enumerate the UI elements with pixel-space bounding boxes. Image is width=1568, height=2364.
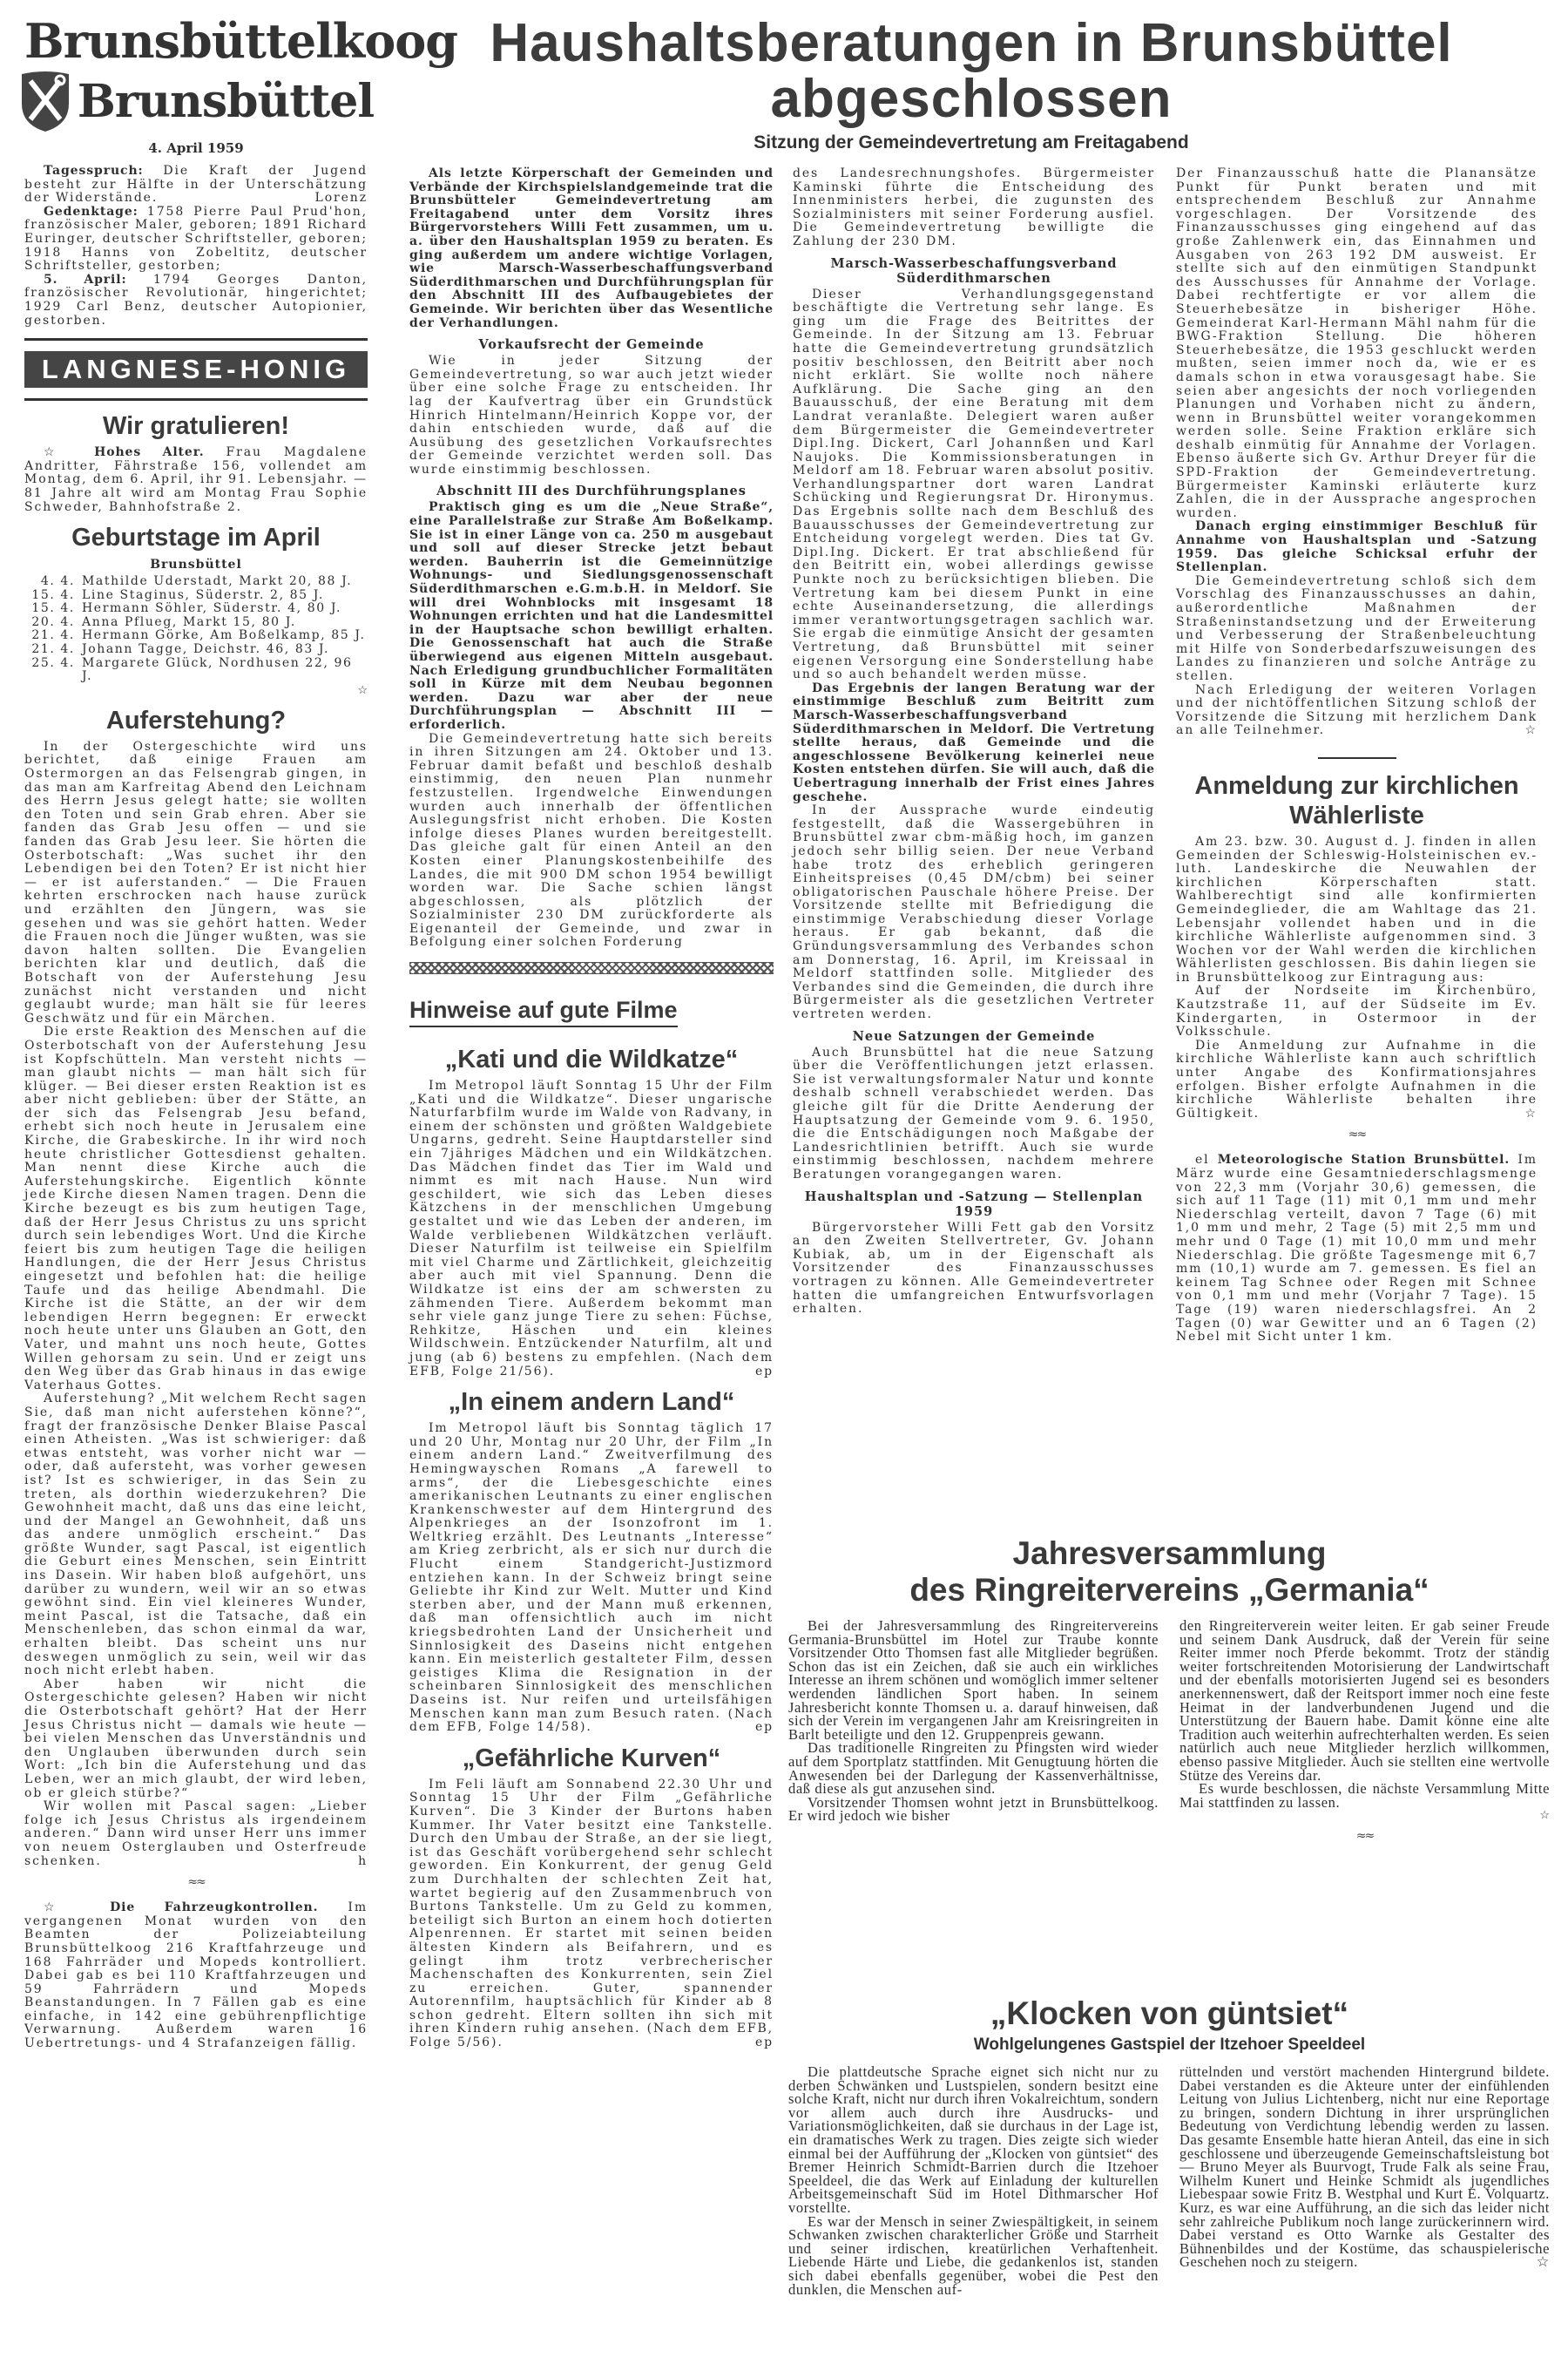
paragraph xyxy=(1176,985,1538,1039)
birthday-entry: Mathilde Uderstadt, Markt 20, 88 J. xyxy=(82,574,353,589)
paragraph-text: rüttelnden und verstört machenden Hintergrund bildete. Dabei verstanden es die Akteure unter der einfühlenden Leitung von Julius Lichtenberg, nicht nur eine Reportage zu bringen, sondern Dichtung in ihrer ursprünglichen Bedeutung von Verdichtung lebendig werden zu lassen. Das gesamte Ensemble hatte hieran Anteil, das eine in sich geschlossene und überzeugende Gemeinschaftsleistung bot — Bruno Meyer als Buurvogt, Trude Falk als seine Frau, Wilhelm Kunert und Heinke Schmidt als jugendliches Liebespaar sowie Fritz B. Westphal und Kurt E. Volquartz. Kurz, es war eine Aufführung, an die sich das leider nicht sehr zahlreiche Publikum noch lange zurückerinnern wird. Dabei verstand es Otto Warnke als Gestalter des Bühnenbildes und der Kostüme, das schauspielerische Geschehen noch zu steigern. xyxy=(1179,2063,1550,2271)
paragraph-lead: Meteorologische Station Brunsbüttel. xyxy=(1217,1153,1511,1168)
section-heading: „Gefährliche Kurven“ xyxy=(462,1744,721,1772)
klocken-right-column xyxy=(1179,2065,1550,2296)
klocken-left-column xyxy=(788,2065,1159,2296)
paragraph-text: Die plattdeutsche Sprache eignet sich nicht nur zu derben Schwänken und Lustspielen, sondern besitzt eine solche Kraft, nicht nur durch ihren Vokalreichtum, sondern vor allem auch durch ihre Ausdrucks- und Variationsmöglichkeiten, daß sie durchaus in der Lage ist, ein dramatisches Werk zu tragen. Dies zeigte sich wieder einmal bei der Aufführung der „Klocken von güntsiet“ des Bremer Heinrich Schmidt-Barrien durch die Itzehoer Speeldeel, die das Werk auf Einladung der kulturellen Arbeitsgemeinschaft Süd im Hotel Dithmarscher Hof vorstellte. xyxy=(788,2063,1159,2216)
author-sign: h xyxy=(358,1853,368,1868)
paragraph xyxy=(1176,520,1538,574)
paragraph-text: Am 23. bzw. 30. August d. J. finden in allen Gemeinden der Schleswig-Holsteinischen ev.-luth. Landeskirche die Neuwahlen der kirchlichen Körperschaften statt. Wahlberechtigt sind alle konfirmierten Gemeindeglieder, die am Wahltage das 21. Lebensjahr vollendet haben und in die kirchliche Wählerliste aufgenommen sind. 3 Wochen vor der Wahl werden die kirchlichen Wählerlisten geschlossen. Bis dahin liegen sie in Brunsbüttelkoog zur Eintragung aus: xyxy=(1176,834,1538,985)
birthday-list xyxy=(24,575,368,684)
star-icon: ☆ xyxy=(44,1900,111,1915)
paragraph-text: Frau Magdalene Andritter, Fährstraße 156, vollendet am Montag, dem 6. April, ihr 91. Lebensjahr. — 81 Jahre alt wird am Montag Frau Sophie Schweder, Bahnhofstraße 2. xyxy=(24,445,368,514)
sub-heading: Vorkaufsrecht der Gemeinde xyxy=(478,337,705,353)
paragraph-text: Dieser Verhandlungsgegenstand beschäftigte die Vertretung sehr lange. Es ging um die Frage des Beitrittes der Gemeinde. In der Sitzung am 13. Februar hatte die Gemeindevertretung grundsätzlich positiv beschlossen, den Beitritt aber noch nicht erklärt. Sie wollte noch nähere Aufklärung. Die Sache ging an den Bauausschuß, der eine Beratung mit dem Landrat veranlaßte. Delegiert waren außer dem Bürgermeister die Gemeindevertreter Dipl.Ing. Dickert, Carl Johannßen und Karl Naujoks. Die Kommissionsberatungen in Meldorf am 18. Februar waren absolut positiv. Verhandlungspartner dort waren Landrat Schücking und Regierungsrat Dr. Hironymus. Das Ergebnis sollte nach dem Beschluß des Bauausschusses der Gemeindevertretung zur Entcheidung vorgelegt werden. Dies tat Gv. Dipl.Ing. Dickert. Er trat abschließend für den Beitritt ein, wobei allerdings gewisse Punkte noch zu berücksichtigen blieben. Die Vertretung kam bei diesem Punkt in eine echte Auseinandersetzung, die allerdings immer verantwortungsgetragen sachlich war. Sie ergab die einmütige Ansicht der gesamten Vertretung, daß Brunsbüttel mit seiner eigenen Versorgung eine Sonderstellung habe und so auch behandelt werden müsse. xyxy=(793,287,1155,682)
paragraph-lead: Die Fahrzeugkontrollen. xyxy=(110,1900,319,1915)
list-item xyxy=(24,657,368,684)
paragraph xyxy=(793,1222,1155,1317)
paragraph xyxy=(24,1026,368,1392)
section-heading: „Kati und die Wildkatze“ xyxy=(444,1046,739,1074)
paragraph xyxy=(793,167,1155,249)
list-item xyxy=(24,575,368,589)
author-sign: Lorenz xyxy=(314,191,368,206)
paragraph xyxy=(793,682,1155,804)
sub-heading: Brunsbüttel xyxy=(150,558,242,572)
paragraph-text: Im vergangenen Monat wurden von den Beamten der Polizeiabteilung Brunsbüttelkoog 216 Kraftfahrzeuge und 168 Fahrräder und Mopeds kontrolliert. Dabei gab es bei 110 Kraftfahrzeugen und 59 Fahrrädern und Mopeds Beanstandungen. In 7 Fällen gab es eine einfache, in 142 eine gebührenpflichtige Verwarnung. Außerdem waren 16 Uebertretungs- und 4 Strafanzeigen fällig. xyxy=(24,1900,368,2051)
paragraph xyxy=(788,2065,1159,2215)
paragraph-text: Danach erging einstimmiger Beschluß für Annahme von Haushaltsplan und -Satzung 1959. Das gleiche Schicksal erfuhr der Stellenplan. xyxy=(1176,519,1538,575)
paragraph-text: In der Aussprache wurde eindeutig festgestellt, daß die Wassergebühren in Brunsbüttel zwar cbm-mäßig hoch, im ganzen jedoch sehr billig seien. Der neue Verband habe trotz des erheblich geringeren Einheitspreises (0,45 DM/cbm) bei seiner obligatorischen Pauschale höhere Preise. Der Vorsitzende stellte mit Befriedigung die einstimmige Verabschiedung dieser Vorlage heraus. Er gab bekannt, daß die Gründungsversammlung des Verbandes schon am Donnerstag, 16. April, im Kreissaal in Meldorf stattfinden solle. Mitglieder des Verbandes sind die Gemeinden, die durch ihre Bürgermeister als die gesetzlichen Vertreter vertreten werden. xyxy=(793,803,1155,1022)
germania-title-line-2: des Ringreitervereins „Germania“ xyxy=(909,1572,1429,1608)
birthday-entry: Anna Pflueg, Markt 15, 80 J. xyxy=(82,614,296,629)
paragraph-text: Die Gemeindevertretung hatte sich bereits in ihren Sitzungen am 24. Oktober und 13. Februar damit befaßt und beschloß deshalb einstimmig, den neuen Plan nunmehr festzustellen. Irgendwelche Einwendungen wurden auch innerhalb der öffentlichen Auslegungsfrist nicht erhoben. Die Kosten infolge dieses Planes wurden bereitgestellt. Das gleiche galt für einen Anteil an den Kosten einer Planungskostenbeihilfe des Landes, die mit 900 DM schon 1954 bewilligt worden war. Die Sache schien längst abgeschlossen, als plötzlich der Sozialminister 230 DM zurückforderte als Eigenanteil der Gemeinde, und zwar in Befolgung einer solchen Forderung xyxy=(409,731,774,950)
paragraph xyxy=(788,1739,1159,1798)
issue-date: 4. April 1959 xyxy=(148,140,244,156)
wave-ornament-icon: ≈≈ xyxy=(1355,1829,1374,1844)
paragraph-lead: Hohes Alter. xyxy=(94,445,205,460)
paragraph xyxy=(409,1778,774,2050)
paragraph xyxy=(409,1422,774,1735)
paragraph-text: Wir wollen mit Pascal sagen: „Lieber folge ich Jesus Christus als irgendeinem anderen.“ Dann wird unser Herr uns immer von neuem Osterglauben und Osterfreude schenken. xyxy=(24,1799,368,1868)
coat-of-arms-icon xyxy=(18,69,72,133)
headline-line-1: Haushaltsberatungen in Brunsbüttel xyxy=(490,13,1453,73)
paragraph xyxy=(24,274,368,328)
paragraph xyxy=(24,206,368,274)
birthday-date: 15. 4. xyxy=(31,601,75,616)
wave-ornament-icon: ≈≈ xyxy=(1348,1128,1366,1142)
column-3 xyxy=(793,167,1155,1505)
author-sign: ☆ xyxy=(1536,2253,1550,2271)
paragraph-text: Im März wurde eine Gesamtniederschlagsmenge von 22,3 mm (Vorjahr 30,6) gemessen, die sich auf 11 Tage (11) mit 0,1 mm und mehr Niederschlag verteilt, davon 7 Tage (6) mit 1,0 mm und mehr, 2 Tage (5) mit 2,5 mm und mehr und 0 Tage (1) mit 10,0 mm und mehr Niederschlag. Die größte Tagesmenge mit 6,7 mm (10,1) wurde am 7. gemessen. Es fiel an keinem Tag Schnee oder Regen mit Schnee von 0,1 mm und mehr (Vorjahr 7 Tage). 15 Tage (19) waren niederschlagsfrei. An 2 Tagen (0) war Gewitter und an 6 Tagen (2) Nebel mit Sicht unter 1 km. xyxy=(1176,1153,1538,1345)
paragraph xyxy=(788,2212,1159,2298)
sub-heading: Neue Satzungen der Gemeinde xyxy=(852,1028,1096,1044)
paragraph xyxy=(24,165,368,206)
author-sign: ☆ xyxy=(1524,723,1538,738)
paragraph-text: Das Ergebnis der langen Beratung war der einstimmige Beschluß zum Beitritt zum Marsch-Wasserbeschaffungsverband Süderdithmarschen in Meldorf. Die Vertretung stellte heraus, daß Gemeinde und die angeschlossene Bevölkerung keinerlei neue Kosten entstehen dürfen. Sie will auch, daß die Uebertragung innerhalb der Frist eines Jahres geschehe. xyxy=(793,681,1155,804)
main-headline xyxy=(375,13,1568,153)
paragraph-text: Der Finanzausschuß hatte die Planansätze Punkt für Punkt beraten und mit entsprechendem Beschluß zur Annahme vorgeschlagen. Der Vorsitzende des Finanzausschusses ging eingehend auf das große Zahlenwerk ein, das Einnahmen und Ausgaben von 263 192 DM ausweist. Er stellte sich auf den einmütigen Standpunkt des Ausschusses für Annahme der Vorlage. Dabei rechtfertigte er vor allem die Steuerhebesätze in bisheriger Höhe. Gemeinderat Karl-Hermann Mähl nahm für die BWG-Fraktion Stellung. Die höheren Steuerhebesätze, die 1953 geschluckt werden mußten, seien immer noch da, wie er es damals schon in etwa vorausgesagt habe. Sie seien aber angesichts der noch vorliegenden Planungen und Vorhaben nicht zu ändern, wenn in Brunsbüttel weiter vorangekommen werden solle. Seine Fraktion erkläre sich deshalb einmütig für Annahme der Vorlagen. Ebenso äußerte sich Gv. Arthur Dreyer für die SPD-Fraktion der Gemeindevertretung. Bürgermeister Kaminski erläuterte kurz Zahlen, die in der Aussprache angesprochen wurden. xyxy=(1176,166,1538,520)
paragraph xyxy=(1176,575,1538,684)
col2-content xyxy=(409,167,774,2050)
paragraph xyxy=(409,1080,774,1378)
paragraph xyxy=(409,501,774,732)
paragraph-text: Die Gemeindevertretung schloß sich dem Vorschlag des Finanzausschusses an dahin, außerordentliche Maßnahmen der Straßeninstandsetzung und der Erweiterung und Verbesserung der Straßenbeleuchtung mit Hilfe von Sonderbedarfszuweisungen des Landes zu finanzieren und solche Anträge zu stellen. xyxy=(1176,573,1538,683)
klocken-subtitle: Wohlgelungenes Gastspiel der Itzehoer Speeldeel xyxy=(973,2035,1366,2054)
paragraph-text: Das traditionelle Ringreiten zu Pfingsten wird wieder auf dem Sportplatz stattfinden. Mit Genugtuung hörten die Anwesenden bei der Darlegung der Kassenverhältnisse, daß diese als gut anzusehen sind. xyxy=(788,1739,1159,1798)
author-sign: ep xyxy=(754,1720,774,1735)
paragraph xyxy=(1179,2065,1550,2269)
paragraph xyxy=(24,741,368,1026)
paragraph xyxy=(409,167,774,330)
article-klocken xyxy=(788,1995,1551,2361)
paragraph xyxy=(24,446,368,514)
divider xyxy=(1318,757,1396,759)
paragraph-text: Vorsitzender Thomsen wohnt jetzt in Brunsbüttelkoog. Er wird jedoch wie bisher xyxy=(788,1793,1159,1825)
author-sign: ep xyxy=(754,2035,774,2050)
paragraph-text: den Ringreiterverein weiter leiten. Er gab seiner Freude und seinem Dank Ausdruck, daß der Verein für seine Reiter immer noch Pferde bekommt. Trotz der ständig weiter fortschreitenden Motorisierung der Landwirtschaft und der ebenfalls motorisierten Jugend sei es besonders anerkennenswert, daß der Reitsport immer noch eine feste Heimat in der landverbundenen Jugend und die Unterstützung der Bauern habe. Damit könne eine alte Tradition auch weiterhin aufrechterhalten werden. Es seien natürlich auch neue Mitglieder herzlich willkommen, ebenso passive Mitglieder. Auch sie stellten eine wertvolle Stütze des Vereins dar. xyxy=(1179,1617,1550,1784)
author-sign: ☆ xyxy=(1524,1106,1538,1121)
paragraph xyxy=(24,1392,368,1677)
birthday-entry: Line Staginus, Süderstr. 2, 85 J. xyxy=(82,587,324,602)
paragraph-lead: 5. April: xyxy=(44,272,127,287)
birthday-entry: Margarete Glück, Nordhusen 22, 96 J. xyxy=(82,655,353,684)
paragraph-text: Nach Erledigung der weiteren Vorlagen und der nichtöffentlichen Sitzung schloß der Vorsitzende die Sitzung mit herzlichem Dank an alle Teilnehmer. xyxy=(1176,682,1538,738)
birthday-date: 21. 4. xyxy=(31,628,75,643)
divider xyxy=(24,398,368,401)
column-4 xyxy=(1176,167,1538,1514)
list-item xyxy=(24,643,368,657)
paragraph-text: Es wurde beschlossen, die nächste Versammlung Mitte Mai stattfinden zu lassen. xyxy=(1179,1780,1550,1811)
paragraph-text: Auferstehung? „Mit welchem Recht sagen Sie, daß man nicht auferstehen könne?“, fragt der französische Denker Blaise Pascal einen Atheisten. „Was ist schwieriger: daß etwas entsteht, was vorher nicht war — oder, daß aufersteht, was vorher gewesen ist? Ist es schwieriger, in das Sein zu treten, als dorthin wiederzukehren? Die Gewohnheit macht, daß uns das eine leicht, und der Mangel an Gewohnheit, daß uns das andere unmöglich erscheint.“ Das größte Wunder, sagt Pascal, ist eigentlich die Geburt eines Menschen, sein Eintritt ins Dasein. Wir haben bloß aufgehört, uns darüber zu wundern, weil wir an so etwas gewöhnt sind. Ein viel kleineres Wunder, meint Pascal, ist die Tatsache, daß ein Menschenleben, das schon einmal da war, erhalten bleibt. Das scheint uns nur deswegen unmöglich zu sein, weil wir das noch nicht erlebt haben. xyxy=(24,1392,368,1678)
paragraph-lead: Tagesspruch: xyxy=(44,164,144,178)
masthead-title-brunsbuettelkoog: Brunsbüttelkoog xyxy=(24,13,457,69)
klocken-title: „Klocken von güntsiet“ xyxy=(990,1995,1349,2031)
section-heading: Auferstehung? xyxy=(105,706,287,735)
col3-content xyxy=(793,167,1155,1317)
divider xyxy=(24,338,368,341)
article-germania xyxy=(788,1535,1551,1980)
left-column xyxy=(24,13,457,2357)
paragraph-text: Im Metropol läuft bis Sonntag täglich 17 und 20 Uhr, Montag nur 20 Uhr, der Film „In einem andern Land.“ Zweitverfilmung des Hemingwayschen Romans „A farewell to arms“, der die Liebesgeschichte eines amerikanischen Leutnants zu einer englischen Krankenschwester auf dem Hintergrund des Alpenkrieges an der Isonzofront im 1. Weltkrieg erzählt. Des Leutnants „Interesse“ am Krieg zerbricht, als er sich nur durch die Flucht einem Standgericht-Justizmord entziehen kann. In der Schweiz bringt seine Geliebte ihr Kind zur Welt. Mutter und Kind sterben aber, und der Mann muß erkennen, daß man offensichtlich auch im nicht kriegsbedrohten Land der Unsicherheit und Sinnlosigkeit des Daseins nicht entgehen kann. Ein meisterlich gestalteter Film, dessen geistiges Klima die Resignation in der scheinbaren Sinnlosigkeit des menschlichen Daseins ist. Nur reifen und urteilsfähigen Menschen kann man zum Besuch raten. (Nach dem EFB, Folge 14/58). xyxy=(409,1421,774,1735)
paragraph xyxy=(793,288,1155,682)
paragraph-text: Es war der Mensch in seiner Zwiespältigkeit, in seinem Schwanken zwischen charakterlicher Größe und Starrheit und seiner irdischen, kreatürlichen Verhaftenheit. Liebende Härte und Liebe, die gedankenlos ist, standen sich dabei ebenfalls gegenüber, wobei die Pest den dunklen, die Menschen auf- xyxy=(788,2212,1159,2298)
birthday-entry: Johann Tagge, Deichstr. 46, 83 J. xyxy=(82,642,330,657)
section-heading: Anmeldung zur kirchlichen Wählerliste xyxy=(1194,771,1519,830)
paragraph xyxy=(793,804,1155,1022)
section-heading: Geburtstage im April xyxy=(71,524,321,552)
paragraph-text: 1794 Georges Danton, französischer Revolutionär, hingerichtet; 1929 Carl Benz, deutscher Autopionier, gestorben. xyxy=(24,272,368,328)
paragraph-text: Bürgervorsteher Willi Fett gab den Vorsitz an den Zweiten Stellvertreter, Gv. Johann Kubiak, ab, um in der Eigenschaft als Vorsitzender des Finanzausschusses vortragen zu können. Alle Gemeindevertreter hatten die umfangreichen Entwurfsvorlagen erhalten. xyxy=(793,1220,1155,1317)
section-heading: „In einem andern Land“ xyxy=(448,1388,735,1417)
paragraph xyxy=(1179,1782,1550,1809)
paragraph-text: Auch Brunsbüttel hat die neue Satzung über die Veröffentlichungen jetzt erlassen. Sie ist verwaltungsformaler Natur und konnte deshalb schnell verabschiedet werden. Das gleiche gilt für die Dritte Aenderung der Hauptsatzung der Gemeinde vom 9. 6. 1950, die die Entschädigungen noch Maßgabe der Landesrichtlinien betrifft. Auch sie wurde einstimmig beschlossen, nachdem mehrere Beratungen vorangegangen waren. xyxy=(793,1045,1155,1182)
star-icon: ☆ xyxy=(44,445,95,460)
paragraph-lead: Gedenktage: xyxy=(44,204,139,219)
paragraph xyxy=(1179,1619,1550,1782)
paragraph-text: Im Metropol läuft Sonntag 15 Uhr der Film „Kati und die Wildkatze“. Dieser ungarische Naturfarbfilm wurde im Walde von Radvany, in einem der schönsten und größten Waldgebiete Ungarns, gedreht. Seine Hauptdarsteller sind ein 7jähriges Mädchen und ein Wildkätzchen. Das Mädchen findet das Tier im Wald und nimmt es mit nach Hause. Nun wird geschildert, wie sich das Leben dieses Kätzchens in der menschlichen Umgebung gestaltet und wie das Leben der anderen, im Walde verbliebenen Wildkätzchen verläuft. Dieser Naturfilm ist teilweise ein Spielfilm mit viel Charme und Zärtlichkeit, gleichzeitig aber auch mit viel Spannung. Denn die Wildkatze ist eins der am schwersten zu zähmenden Tiere. Außerdem bekommt man sehr viele ganz junge Tiere zu sehen: Füchse, Rehkitze, Häschen und ein kleines Wildschwein. Entzückender Naturfilm, alt und jung (ab 6) bestens zu empfehlen. (Nach dem EFB, Folge 21/56). xyxy=(409,1079,774,1378)
paragraph-text: Als letzte Körperschaft der Gemeinden und Verbände der Kirchspielslandgemeinde trat die Brunsbütteler Gemeindevertretung am Freitagabend unter dem Vorsitz ihres Bürgervorstehers Willi Fett zusammen, um u. a. über den Haushaltsplan 1959 zu beraten. Es ging außerdem um andere wichtige Vorlagen, wie Marsch-Wasserbeschaffungsverband Süderdithmarschen und Durchführungsplan für den Abschnitt III des Aufbaugebietes der Gemeinde. Wir berichten über das Wesentliche der Verhandlungen. xyxy=(409,166,774,330)
paragraph xyxy=(409,355,774,477)
birthday-entry: Hermann Görke, Am Boßelkamp, 85 J. xyxy=(82,628,366,643)
masthead-title-brunsbuettel: Brunsbüttel xyxy=(77,74,375,128)
paragraph xyxy=(1176,836,1538,986)
paragraph xyxy=(1176,167,1538,520)
paragraph-prefix: el xyxy=(1195,1153,1218,1168)
list-item xyxy=(24,589,368,603)
list-item xyxy=(24,616,368,630)
birthday-date: 15. 4. xyxy=(31,587,75,602)
germania-right-column xyxy=(1179,1619,1550,1855)
germania-left-column xyxy=(788,1619,1159,1855)
star-icon: ☆ xyxy=(357,683,368,697)
birthday-date: 4. 4. xyxy=(40,574,75,589)
paragraph xyxy=(409,733,774,951)
birthday-date: 25. 4. xyxy=(31,655,75,670)
birthday-date: 21. 4. xyxy=(31,642,75,657)
section-heading: Wir gratulieren! xyxy=(102,412,290,441)
germania-title-line-1: Jahresversammlung xyxy=(1012,1535,1327,1571)
paragraph-text: In der Ostergeschichte wird uns berichtet, daß einige Frauen am Ostermorgen an das Felsengrab gingen, in das man am Karfreitag Abend den Leichnam des Herrn Jesus gelegt hatte; sie wollten den Toten und sein Grab ehren. Aber sie fanden das Grab Jesu offen — und sie fanden das Grab Jesu leer. Sie hörten die Osterbotschaft: „Was suchet ihr den Lebendigen bei den Toten? Er ist nicht hier — er ist auferstanden.“ — Die Frauen kehrten erschrocken nach hause zurück und erzählten den Jüngern, was sie gesehen und was sie gehört hatten. Weder die Frauen noch die Jünger wußten, was sie davon halten sollten. Die Evangelien berichten klar und deutlich, daß die Botschaft von der Auferstehung Jesu zunächst nicht verstanden und nicht geglaubt wurde; man hält sie für leeres Geschwätz und für ein Märchen. xyxy=(24,739,368,1026)
paragraph xyxy=(24,1901,368,2051)
paragraph-text: des Landesrechnungshofes. Bürgermeister Kaminski führte die Entscheidung des Innenministers herbei, die zugunsten des Sozialministers mit seiner Forderung ausfiel. Die Gemeindevertretung bewilligte die Zahlung der 230 DM. xyxy=(793,166,1155,248)
paragraph-text: Praktisch ging es um die „Neue Straße“, eine Parallelstraße zur Straße Am Boßelkamp. Sie ist in einer Länge von ca. 250 m ausgebaut und soll auf dieser Strecke jetzt bebaut werden. Bauherrin ist die Gemeinnützige Wohnungs- und Siedlungsgenossenschaft Süderdithmarschen e.G.m.b.H. in Meldorf. Sie will drei Wohnblocks mit insgesamt 18 Wohnungen errichten und hat die Landesmittel in der Hauptsache schon bewilligt erhalten. Die Genossenschaft hat auch die Straße überwiegend aus eigenen Mitteln ausgebaut. Nach Erledigung grundbuchlicher Formalitäten soll in Kürze mit dem Neubau begonnen werden. Dazu war aber der neue Durchführungsplan — Abschnitt III — erforderlich. xyxy=(409,500,774,732)
paragraph-text: Bei der Jahresversammlung des Ringreitervereins Germania-Brunsbüttel im Hotel zur Traube konnte Vorsitzender Otto Thomsen fast alle Mitglieder begrüßen. Schon das ist ein Zeichen, daß sie auch ein wirkliches Interesse an ihrem schönen und womöglich immer seltener werdenden ländlichen Sport haben. In seinem Jahresbericht konnte Thomsen u. a. darauf hinweisen, daß sich der Verein im vergangenen Jahr am Kreisringreiten in Barlt beteiligte und den 12. Gruppenpreis gewann. xyxy=(788,1617,1159,1743)
paragraph xyxy=(788,1793,1159,1825)
masthead-logo xyxy=(24,13,457,133)
paragraph-text: Wie in jeder Sitzung der Gemeindevertretung, so war auch jetzt wieder über eine solche Frage zu entscheiden. Ihr lag der Kaufvertrag über ein Grundstück Hinrich Hintelmann/Heinrich Koppe vor, der dahin entschieden wurde, daß auf die Ausübung des gesetzlichen Vorkaufsrechtes der Gemeinde verzichtet werden soll. Das wurde einstimmig beschlossen. xyxy=(409,354,774,477)
birthday-date: 20. 4. xyxy=(31,614,75,629)
col4-content xyxy=(1176,167,1538,1345)
paragraph xyxy=(1176,1154,1538,1344)
headline-line-2: abgeschlossen xyxy=(770,69,1173,129)
list-item xyxy=(24,602,368,616)
birthday-entry: Hermann Söhler, Süderstr. 4, 80 J. xyxy=(82,601,342,616)
col1-content xyxy=(24,140,368,2051)
list-item xyxy=(24,629,368,643)
advertisement-banner: LANGNESE-HONIG xyxy=(24,351,368,388)
paragraph xyxy=(793,1047,1155,1182)
wave-ornament-icon: ≈≈ xyxy=(187,1875,205,1890)
paragraph xyxy=(24,1800,368,1868)
sub-heading: Marsch-Wasserbeschaffungsverband Süderdithmarschen xyxy=(830,255,1118,286)
paragraph-text: Die Anmeldung zur Aufnahme in die kirchliche Wählerliste kann auch schriftlich unter Angabe des Konfirmationsjahres erfolgen. Bisher erfolgte Aufnahmen in die kirchliche Wählerliste behalten ihre Gültigkeit. xyxy=(1176,1038,1538,1121)
paragraph-text: Die Kraft der Jugend besteht zur Hälfte in der Unterschätzung der Widerstände. xyxy=(24,164,368,206)
headline-subtitle: Sitzung der Gemeindevertretung am Freitagabend xyxy=(754,132,1189,152)
paragraph xyxy=(24,1678,368,1800)
sub-heading: Abschnitt III des Durchführungsplanes xyxy=(436,484,747,499)
star-icon: ☆ xyxy=(1539,1809,1550,1823)
rubric-heading: Hinweise auf gute Filme xyxy=(409,997,678,1027)
paragraph-text: 1758 Pierre Paul Prud'hon, französischer Maler, geboren; 1891 Richard Euringer, deutscher Schriftsteller, geboren; 1918 Hanns von Zobeltitz, deutscher Schriftsteller, gestorben; xyxy=(24,204,368,274)
author-sign: ep xyxy=(754,1364,774,1378)
paragraph-text: Im Feli läuft am Sonnabend 22.30 Uhr und Sonntag 15 Uhr der Film „Gefährliche Kurven“. Die 3 Kinder der Burtons haben Kummer. Ihr Vater besitzt eine Tankstelle. Durch den Umbau der Straße, an der sie liegt, ist das Geschäft vorübergehend sehr schlecht geworden. Ein Konkurrent, der genug Geld zum Durchhalten der schlechten Zeit hat, wartet begierig auf den Zusammenbruch von Burtons Tankstelle. Um zu Geld zu kommen, beteiligt sich Burton an einem hoch dotierten Alpenrennen. Er startet mit seinen beiden ältesten Kindern als Beifahrern, und es gelingt ihm trotz verbrecherischer Machenschaften des Konkurrenten, sein Ziel zu erreichen. Guter, spannender Autorennfilm, hauptsächlich für Kinder ab 8 schon gedreht. Eltern sollten ihn sich mit ihren Kindern ruhig ansehen. (Nach dem EFB, Folge 5/56). xyxy=(409,1777,774,2050)
paragraph-text: Auf der Nordseite im Kirchenbüro, Kautzstraße 11, auf der Südseite im Ev. Kindergarten, in Ostermoor in der Volksschule. xyxy=(1176,984,1538,1040)
ornamental-divider xyxy=(409,962,774,974)
paragraph-text: Aber haben wir nicht die Ostergeschichte gelesen? Haben wir nicht die Osterbotschaft gehört? Hat der Herr Jesus Christus nicht — damals wie heute — bei vielen Menschen das Unverständnis und den Unglauben überwunden durch sein Wort: „Ich bin die Auferstehung und das Leben, wer an mich glaubt, der wird leben, ob er gleich stürbe?“ xyxy=(24,1676,368,1800)
paragraph xyxy=(1176,684,1538,738)
column-2 xyxy=(409,167,774,2354)
sub-heading: Haushaltsplan und -Satzung — Stellenplan 1959 xyxy=(804,1189,1144,1219)
paragraph xyxy=(1176,1040,1538,1121)
paragraph xyxy=(788,1619,1159,1741)
paragraph-text: Die erste Reaktion des Menschen auf die Osterbotschaft von der Auferstehung Jesu ist Kopfschütteln. Man versteht nichts — man glaubt nichts — man hält sich für klüger. — Bei dieser ersten Reaktion ist es aber nicht geblieben: über der Stätte, an der sich das Felsengrab Jesu befand, erhebt sich noch heute in Jerusalem eine Kirche, die Grabeskirche. In ihr wird noch heute christlicher Gottesdienst gehalten. Man nennt diese Kirche auch die Auferstehungskirche. Eigentlich könnte jede Kirche diesen Namen tragen. Denn die Kirche bezeugt es bis zum heutigen Tage, daß der Herr Jesus Christus zu uns spricht durch sein lebendiges Wort. Und die Kirche feiert bis zum heutigen Tage die heiligen Handlungen, die der Herr Jesus Christus eingesetzt und befohlen hat: die heilige Taufe und das heilige Abendmahl. Die Kirche ist die Stätte, an der wir dem lebendigen Herrn begegnen: Er erweckt noch heute unter uns Glauben an Gott, den Vater, und mahnt uns noch heute, Gottes Willen gehorsam zu sein. Und er zeigt uns den Weg über das Grab hinaus in das ewige Vaterhaus Gottes. xyxy=(24,1025,368,1392)
